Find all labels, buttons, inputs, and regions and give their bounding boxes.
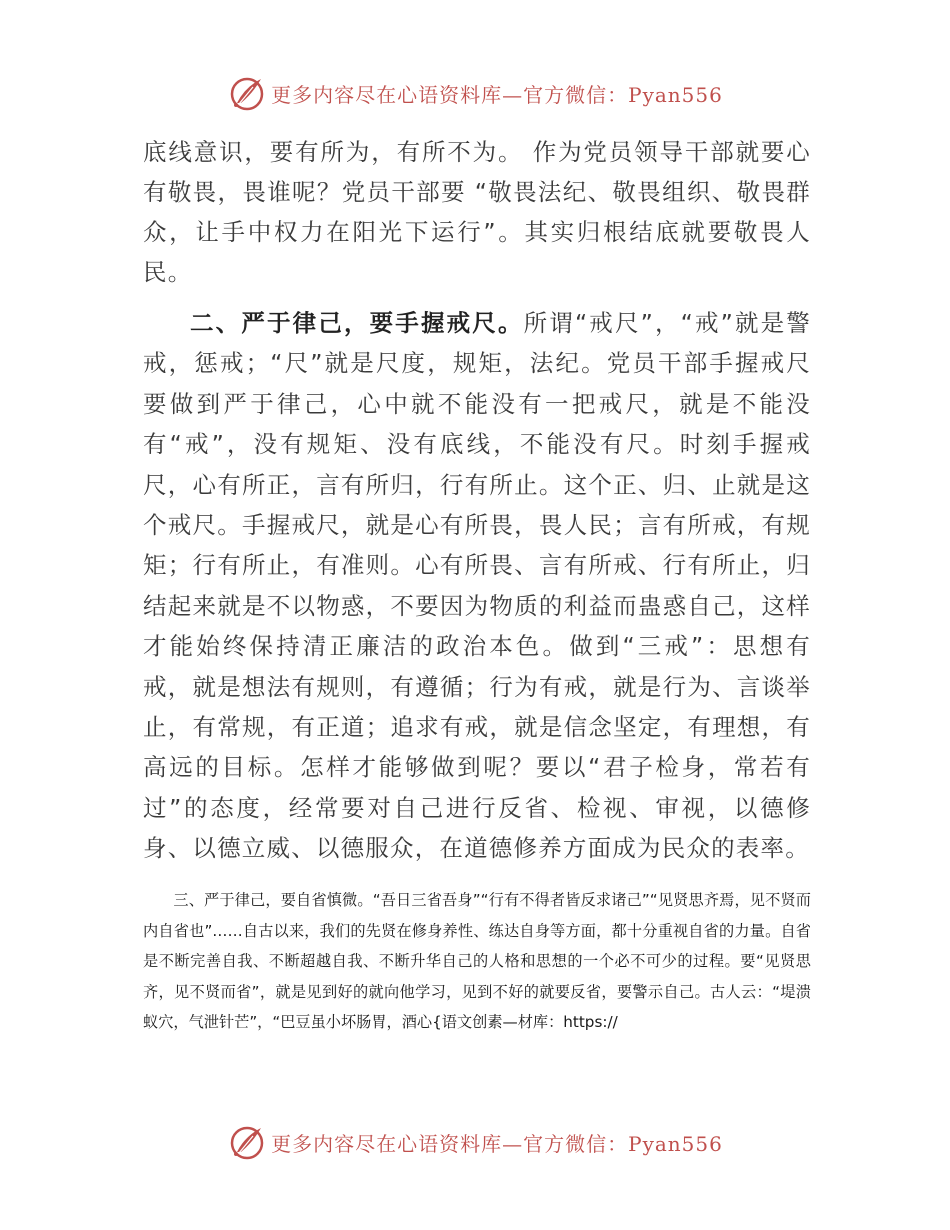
quill-logo-icon	[227, 73, 267, 113]
header-banner	[0, 70, 950, 116]
section-two-body: 所谓“戒尺”，“戒”就是警戒，惩戒；“尺”就是尺度，规矩，法纪。党员干部手握戒尺要做到严于律己，心中就不能没有一把戒尺，就是不能没有“戒”，没有规矩、没有底线，不能没有尺。时刻手握戒尺，心有所正，言有所归，行有所止。这个正、归、止就是这个戒尺。手握戒尺，就是心有所畏，畏人民；言有所戒，有规矩；行有所止，有准则。心有所畏、言有所戒、行有所止，归结起来就是不以物惑，不要因为物质的利益而蛊惑自己，这样才能始终保持清正廉洁的政治本色。做到“三戒”：思想有戒，就是想法有规则，有遵循；行为有戒，就是行为、言谈举止，有常规，有正道；追求有戒，就是信念坚定，有理想，有高远的目标。怎样才能够做到呢？要以“君子检身，常若有过”的态度，经常要对自己进行反省、检视、审视，以德修身、以德立威、以德服众，在道德修养方面成为民众的表率。	[143, 309, 811, 863]
footer-banner-text: 更多内容尽在心语资料库—官方微信：Pyan556	[271, 1131, 723, 1156]
footer-banner	[0, 1119, 950, 1165]
paragraph-2	[143, 303, 811, 869]
paragraph-3: 三、严于律己，要自省慎微。“吾日三省吾身”“行有不得者皆反求诸己”“见贤思齐焉，见不贤而内自省也”……自古以来，我们的先贤在修身养性、练达自身等方面，都十分重视自省的力量。自省是不断完善自我、不断超越自我、不断升华自己的人格和思想的一个必不可少的过程。要“见贤思齐，见不贤而省”，就是见到好的就向他学习，见到不好的就要反省，要警示自己。古人云：“堤溃蚁穴，气泄针芒”，“巴豆虽小坏肠胃，酒心{语文创素—材库：https://	[143, 891, 811, 1031]
quill-logo-icon	[227, 1122, 267, 1162]
header-banner-text: 更多内容尽在心语资料库—官方微信：Pyan556	[271, 82, 723, 107]
section-two-heading: 二、严于律己，要手握戒尺。	[190, 309, 524, 337]
paragraph-1: 底线意识，要有所为，有所不为。 作为党员领导干部就要心有敬畏，畏谁呢？党员干部要 “敬畏法纪、敬畏组织、敬畏群众，让手中权力在阳光下运行”。其实归根结底就要敬畏人民。	[143, 138, 811, 286]
